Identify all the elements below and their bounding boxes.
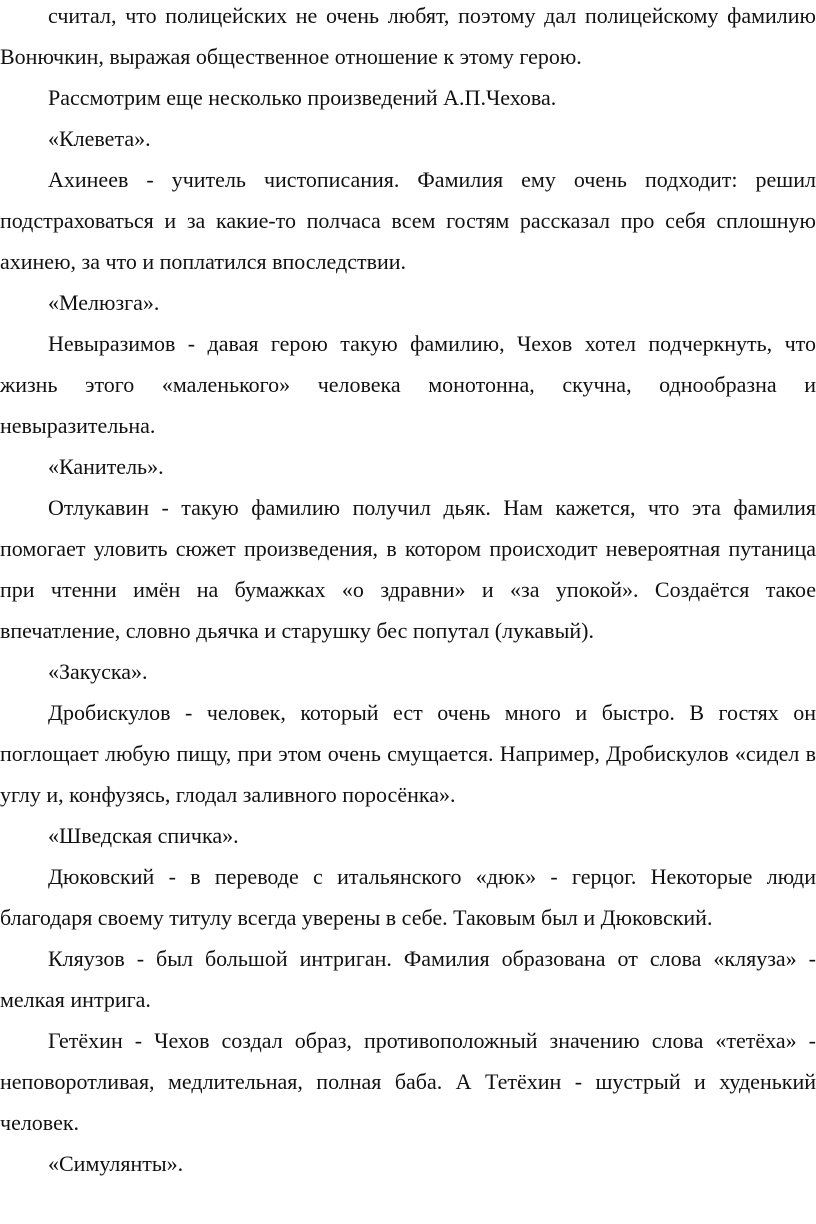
paragraph-intro: считал, что полицейских не очень любят, поэтому дал полицейскому фамилию Вонючкин, выражая общественное отношение к этому герою.	[0, 3, 816, 69]
paragraph-drobiskulov: Дробискулов - человек, который ест очень много и быстро. В гостях он поглощает любую пищу, при этом очень смущается. Например, Дробискулов «сидел в углу и, конфузясь, глодал заливного поросёнка».	[0, 700, 816, 807]
paragraph-otlukavin: Отлукавин - такую фамилию получил дьяк. Нам кажется, что эта фамилия помогает уловить сюжет произведения, в котором происходит невероятная путаница при чтенни имён на бумажках «о здравни» и «за упокой». Создаётся такое впечатление, словно дьячка и старушку бес попутал (лукавый).	[0, 495, 816, 643]
story-title-kleveta: «Клевета».	[48, 126, 151, 151]
paragraph-nevyrazimov: Невыразимов - давая герою такую фамилию, Чехов хотел подчеркнуть, что жизнь этого «маленького» человека монотонна, скучна, однообразна и невыразительна.	[0, 331, 816, 438]
story-title-zakuska: «Закуска».	[48, 659, 148, 684]
paragraph-chekhov-works: Рассмотрим еще несколько произведений А.П.Чехова.	[48, 85, 557, 110]
story-title-shvedskaya-spichka: «Шведская спичка».	[48, 823, 239, 848]
paragraph-akhineev: Ахинеев - учитель чистописания. Фамилия ему очень подходит: решил подстраховаться и за какие-то полчаса всем гостям рассказал про себя сплошную ахинею, за что и поплатился впоследствии.	[0, 167, 816, 274]
paragraph-getyokhin: Гетёхин - Чехов создал образ, противоположный значению слова «тетёха» - неповоротливая, медлительная, полная баба. А Тетёхин - шустрый и худенький человек.	[0, 1028, 816, 1135]
story-title-kanitel: «Канитель».	[48, 454, 164, 479]
story-title-melyuzga: «Мелюзга».	[48, 290, 160, 315]
paragraph-dyukovsky: Дюковский - в переводе с итальянского «дюк» - герцог. Некоторые люди благодаря своему титулу всегда уверены в себе. Таковым был и Дюковский.	[0, 864, 816, 930]
story-title-simulyanty: «Симулянты».	[48, 1151, 184, 1176]
paragraph-klyauzov: Кляузов - был большой интриган. Фамилия образована от слова «кляуза» - мелкая интрига.	[0, 946, 816, 1012]
